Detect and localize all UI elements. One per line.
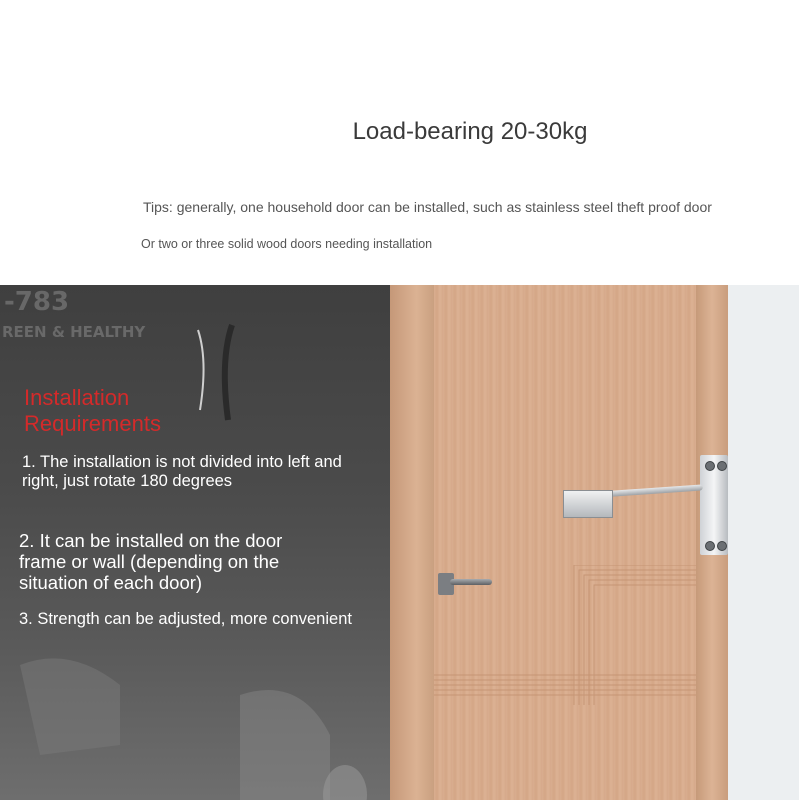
- screw-icon: [705, 461, 715, 471]
- header-area: [0, 0, 799, 285]
- door-frame-left: [390, 285, 434, 800]
- product-photo: [0, 285, 799, 800]
- tip-text-line-2: Or two or three solid wood doors needing installation: [141, 237, 433, 251]
- door-groove-pattern: [434, 565, 696, 705]
- closer-door-mount: [563, 490, 613, 518]
- screw-icon: [717, 541, 727, 551]
- requirements-title: Installation Requirements: [24, 385, 161, 436]
- door-handle-lever: [450, 579, 492, 585]
- tip-text-line-1: Tips: generally, one household door can be installed, such as stainless steel theft proof door: [143, 199, 712, 215]
- chair-and-vase-decor-icon: [0, 645, 390, 800]
- requirement-1: 1. The installation is not divided into left and right, just rotate 180 degrees: [22, 453, 342, 490]
- requirements-panel: [0, 285, 390, 800]
- poster-number: -783: [4, 287, 70, 317]
- poster-slogan: REEN & HEALTHY: [2, 323, 146, 341]
- wooden-door: [434, 285, 696, 800]
- screw-icon: [717, 461, 727, 471]
- load-bearing-headline: Load-bearing 20-30kg: [352, 118, 588, 145]
- requirement-3: 3. Strength can be adjusted, more convenient: [19, 610, 352, 628]
- requirement-2: 2. It can be installed on the door frame or wall (depending on the situation of each door): [19, 530, 283, 593]
- screw-icon: [705, 541, 715, 551]
